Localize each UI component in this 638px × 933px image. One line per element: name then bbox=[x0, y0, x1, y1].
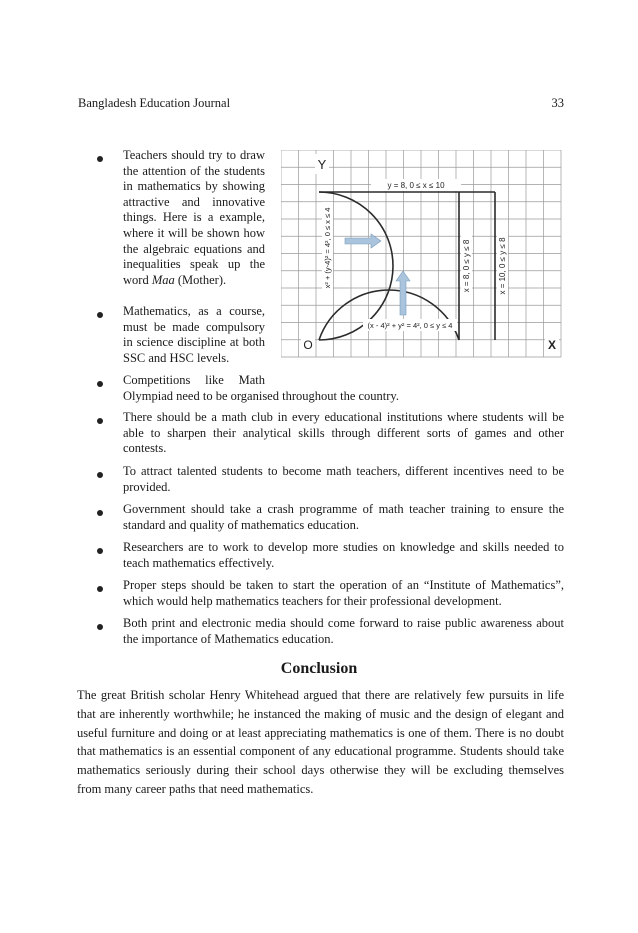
bullet-text: There should be a math club in every educational institutions where students will be able to sharpen their analytical skills through different sorts of games and other contests. bbox=[123, 410, 564, 456]
bullet-dot bbox=[97, 586, 103, 592]
x-axis-label: X bbox=[547, 338, 557, 352]
bullet-text: Researchers are to work to develop more studies on knowledge and skills needed to teach mathematics effectively. bbox=[123, 540, 564, 570]
bullet-dot bbox=[97, 624, 103, 630]
bullet-emphasis: Maa bbox=[151, 272, 175, 287]
bullet-text: Government should take a crash programme of math teacher training to ensure the standard and quality of mathematics education. bbox=[123, 502, 564, 532]
page-number: 33 bbox=[551, 96, 564, 110]
circle-arc-2 bbox=[319, 290, 459, 340]
arrows bbox=[345, 234, 410, 315]
label-top-line: y = 8, 0 ≤ x ≤ 10 bbox=[387, 181, 445, 190]
maa-graph bbox=[281, 150, 563, 360]
bullet-dot bbox=[97, 381, 103, 387]
bullet-dot bbox=[97, 418, 103, 424]
y-axis-label: Y bbox=[317, 157, 327, 172]
journal-title: Bangladesh Education Journal bbox=[78, 96, 231, 110]
bullet-suffix: (Mother). bbox=[174, 272, 227, 287]
conclusion-heading: Conclusion bbox=[280, 660, 358, 677]
bullet-text: Teachers should try to draw the attention of the students in mathematics by showing attractive and innovative things. Here is a example, where it will be shown how the algebraic equations and inequalities speak up the word bbox=[123, 148, 265, 287]
label-circle2: (x - 4)² + y² = 4², 0 ≤ y ≤ 4 bbox=[367, 321, 453, 330]
bullet-dot bbox=[97, 472, 103, 478]
maa-figure bbox=[281, 150, 563, 365]
bullet-dot bbox=[97, 156, 103, 162]
origin-label: O bbox=[303, 338, 313, 352]
label-x10-line: x = 10, 0 ≤ y ≤ 8 bbox=[498, 237, 507, 295]
bullet-text: Mathematics, as a course, must be made compulsory in science discipline at both SSC and HSC levels. bbox=[123, 304, 265, 365]
bullet-dot bbox=[97, 312, 103, 318]
bullet-dot bbox=[97, 510, 103, 516]
bullet-text-line2: Olympiad need to be organised throughout the country. bbox=[123, 389, 399, 403]
bullet-text: Proper steps should be taken to start the operation of an “Institute of Mathematics”, which would help mathematics teachers for their professional development. bbox=[123, 578, 564, 608]
bullet-text-line1: Competitions like Math bbox=[123, 373, 265, 387]
label-circle1: x² + (y-4)² = 4², 0 ≤ x ≤ 4 bbox=[323, 207, 332, 289]
bullet-dot bbox=[97, 548, 103, 554]
conclusion-paragraph: The great British scholar Henry Whitehead argued that there are relatively few pursuits in life that are inherently worthwhile; he instanced the making of music and the design of elegant and useful furniture and doing or at least appreciating mathematics is one of them. There is no doubt that mathematics is an essential component of any educational programme. Students should take mathematics seriously during their school days otherwise they will be excluding themselves from many career paths that need mathematics. bbox=[77, 688, 564, 796]
bullet-text: Both print and electronic media should come forward to raise public awareness about the importance of Mathematics education. bbox=[123, 616, 564, 646]
label-x8-line: x = 8, 0 ≤ y ≤ 8 bbox=[462, 239, 471, 293]
bullet-text: To attract talented students to become math teachers, different incentives need to be provided. bbox=[123, 464, 564, 494]
